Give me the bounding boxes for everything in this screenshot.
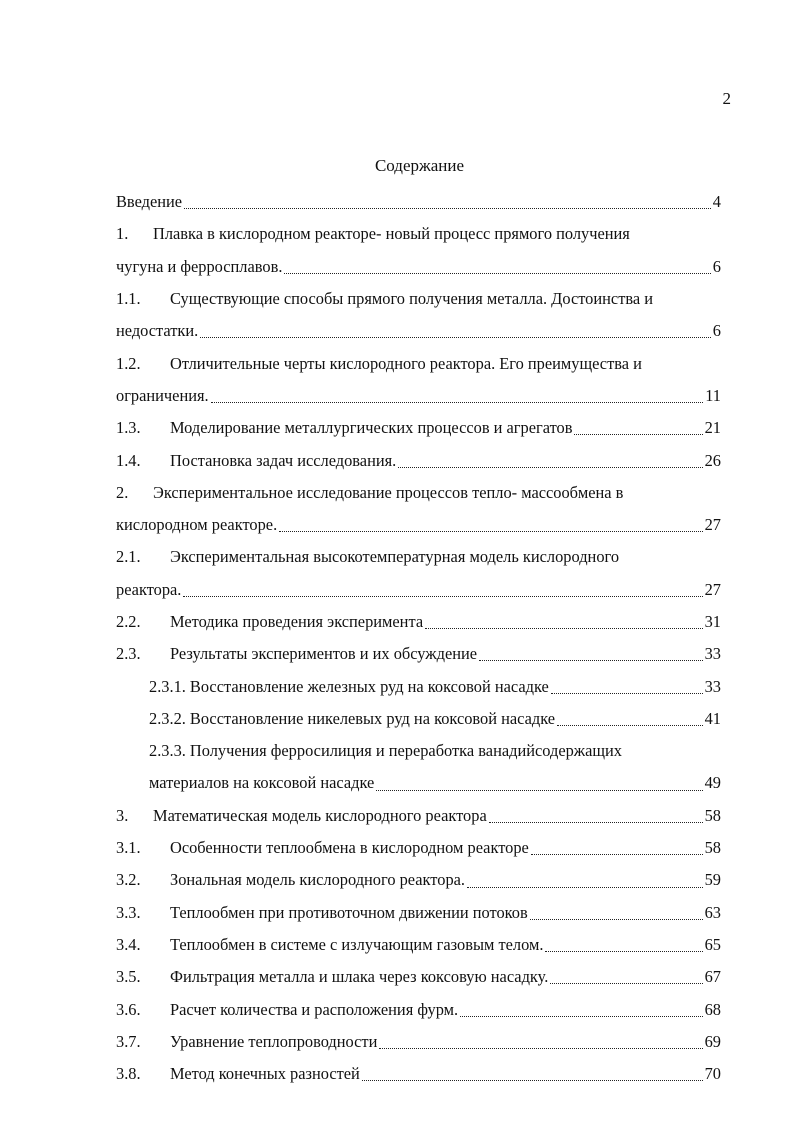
toc-entry[interactable] (116, 477, 721, 542)
toc-entry-text: Восстановление железных руд на коксовой насадке (189, 676, 549, 696)
toc-entry-text: Существующие способы прямого получения металла. Достоинства и (170, 289, 654, 309)
toc-entry[interactable] (116, 993, 721, 1025)
toc-entry-text: Фильтрация металла и шлака через коксовую насадку. (170, 967, 549, 987)
dot-leader (489, 820, 703, 823)
toc-entry-page: 63 (704, 902, 721, 922)
dot-leader (200, 335, 711, 338)
toc-entry-number: 2.2. (116, 612, 141, 631)
toc-entry-page: 6 (712, 256, 721, 276)
toc-entry-text: Введение (116, 192, 183, 212)
toc-entry-number: 1. (116, 224, 129, 244)
dot-leader (398, 465, 702, 468)
toc-entry-number: 2.3.3. (149, 741, 186, 761)
toc-entry[interactable] (116, 606, 721, 638)
toc-entry-number: 3.5. (116, 967, 141, 987)
toc-entry-page: 58 (704, 805, 721, 825)
toc-entry-page: 27 (704, 579, 721, 599)
toc-entry[interactable] (116, 283, 721, 348)
toc-entry-number: 3.6. (116, 999, 141, 1019)
toc-entry-text: Особенности теплообмена в кислородном реакторе (170, 838, 529, 858)
dot-leader (362, 1078, 703, 1081)
dot-leader (550, 981, 702, 984)
toc-entry-number: 3.1. (116, 838, 141, 858)
toc-entry-text: Результаты экспериментов и их обсуждение (170, 644, 478, 664)
toc-entry-text: Получения ферросилиция и переработка ванадийсодержащих (189, 741, 622, 761)
toc-entry[interactable] (116, 412, 721, 444)
dot-leader (184, 206, 711, 209)
toc-entry[interactable] (116, 347, 721, 412)
toc-entry-text: Расчет количества и расположения фурм. (170, 999, 459, 1019)
toc-entry-page: 6 (712, 321, 721, 341)
dot-leader (557, 723, 703, 726)
toc-entry[interactable] (116, 186, 721, 218)
dot-leader (376, 788, 702, 791)
toc-entry-text: Метод конечных разностей (170, 1064, 360, 1084)
toc-entry-text: реактора. (116, 579, 182, 599)
toc-entry-page: 4 (712, 192, 721, 212)
toc-entry-page: 67 (704, 967, 721, 987)
dot-leader (574, 432, 702, 435)
dot-leader (530, 917, 703, 920)
toc-entry-page: 31 (704, 612, 721, 631)
toc-entry-text: Теплообмен при противоточном движении потоков (170, 902, 528, 922)
toc-entry-number: 2.1. (116, 547, 141, 567)
toc-entry-number: 2.3. (116, 644, 141, 664)
toc-entry-text: ограничения. (116, 385, 209, 405)
toc-entry-text: чугуна и ферросплавов. (116, 256, 283, 276)
toc-entry[interactable] (116, 864, 721, 896)
toc-entry-text: Плавка в кислородном реакторе- новый процесс прямого получения (153, 224, 630, 244)
toc-entry-number: 3.2. (116, 870, 141, 890)
dot-leader (531, 852, 703, 855)
toc-entry[interactable] (116, 1026, 721, 1058)
toc-entry-page: 68 (704, 999, 721, 1019)
toc-entry[interactable] (116, 541, 721, 606)
toc-entry-page: 33 (704, 676, 721, 696)
toc-entry[interactable] (116, 897, 721, 929)
toc-entry-text: Моделирование металлургических процессов и агрегатов (170, 418, 573, 438)
toc-entry-text: Отличительные черты кислородного реактора. Его преимущества и (170, 353, 642, 373)
toc-entry[interactable] (116, 929, 721, 961)
toc-entry-text: Уравнение теплопроводности (170, 1031, 378, 1051)
toc-entry-text: Методика проведения эксперимента (170, 612, 424, 631)
toc-entry-page: 70 (704, 1064, 721, 1084)
toc-entry[interactable] (116, 961, 721, 993)
dot-leader (284, 271, 710, 274)
toc-entry-number: 2. (116, 482, 129, 502)
toc-entry-text: Теплообмен в системе с излучающим газовым телом. (170, 934, 544, 954)
toc-entry[interactable] (116, 735, 721, 800)
dot-leader (183, 594, 702, 597)
toc-entry-text: Математическая модель кислородного реактора (153, 805, 487, 825)
dot-leader (379, 1046, 702, 1049)
toc-entry-number: 3.3. (116, 902, 141, 922)
toc-entry[interactable] (116, 670, 721, 702)
toc-entry-number: 3.7. (116, 1031, 141, 1051)
dot-leader (211, 400, 704, 403)
toc-title: Содержание (374, 156, 465, 175)
toc-entry-text: недостатки. (116, 321, 199, 341)
table-of-contents (116, 186, 721, 1090)
toc-entry-number: 3.8. (116, 1064, 141, 1084)
toc-entry-number: 2.3.1. (149, 676, 186, 696)
dot-leader (425, 626, 703, 629)
dot-leader (460, 1014, 702, 1017)
toc-entry-text: кислородном реакторе. (116, 515, 278, 535)
toc-entry-page: 69 (704, 1031, 721, 1051)
toc-entry-page: 21 (704, 418, 721, 438)
dot-leader (551, 691, 703, 694)
toc-entry-text: Экспериментальное исследование процессов тепло- массообмена в (153, 482, 624, 502)
toc-entry-page: 33 (704, 644, 721, 664)
toc-entry-page: 59 (704, 870, 721, 890)
toc-entry[interactable] (116, 218, 721, 283)
toc-entry-number: 1.1. (116, 289, 141, 309)
toc-entry-page: 11 (705, 385, 721, 405)
toc-entry-page: 49 (704, 773, 721, 793)
dot-leader (479, 658, 703, 661)
toc-entry[interactable] (116, 444, 721, 476)
toc-entry-text: Зональная модель кислородного реактора. (170, 870, 466, 890)
toc-entry-text: Постановка задач исследования. (170, 450, 397, 470)
toc-entry-number: 1.3. (116, 418, 141, 438)
toc-entry-text: Восстановление никелевых руд на коксовой насадке (189, 708, 556, 728)
toc-entry[interactable] (116, 800, 721, 832)
toc-entry-number: 3.4. (116, 934, 141, 954)
dot-leader (279, 529, 702, 532)
toc-entry-number: 2.3.2. (149, 708, 186, 728)
toc-entry-page: 26 (704, 450, 721, 470)
toc-entry[interactable] (116, 1058, 721, 1090)
toc-entry-page: 41 (704, 708, 721, 728)
toc-entry-number: 3. (116, 805, 129, 825)
toc-entry-page: 58 (704, 838, 721, 858)
toc-entry-text: материалов на коксовой насадке (149, 773, 375, 793)
page-number: 2 (722, 89, 731, 108)
toc-entry-page: 65 (704, 934, 721, 954)
toc-entry[interactable] (116, 638, 721, 670)
toc-entry[interactable] (116, 832, 721, 864)
dot-leader (467, 885, 703, 888)
dot-leader (545, 949, 702, 952)
toc-entry-text: Экспериментальная высокотемпературная модель кислородного (170, 547, 620, 567)
toc-entry-page: 27 (704, 515, 721, 535)
toc-entry-number: 1.4. (116, 450, 141, 470)
toc-entry-number: 1.2. (116, 353, 141, 373)
toc-entry[interactable] (116, 703, 721, 735)
